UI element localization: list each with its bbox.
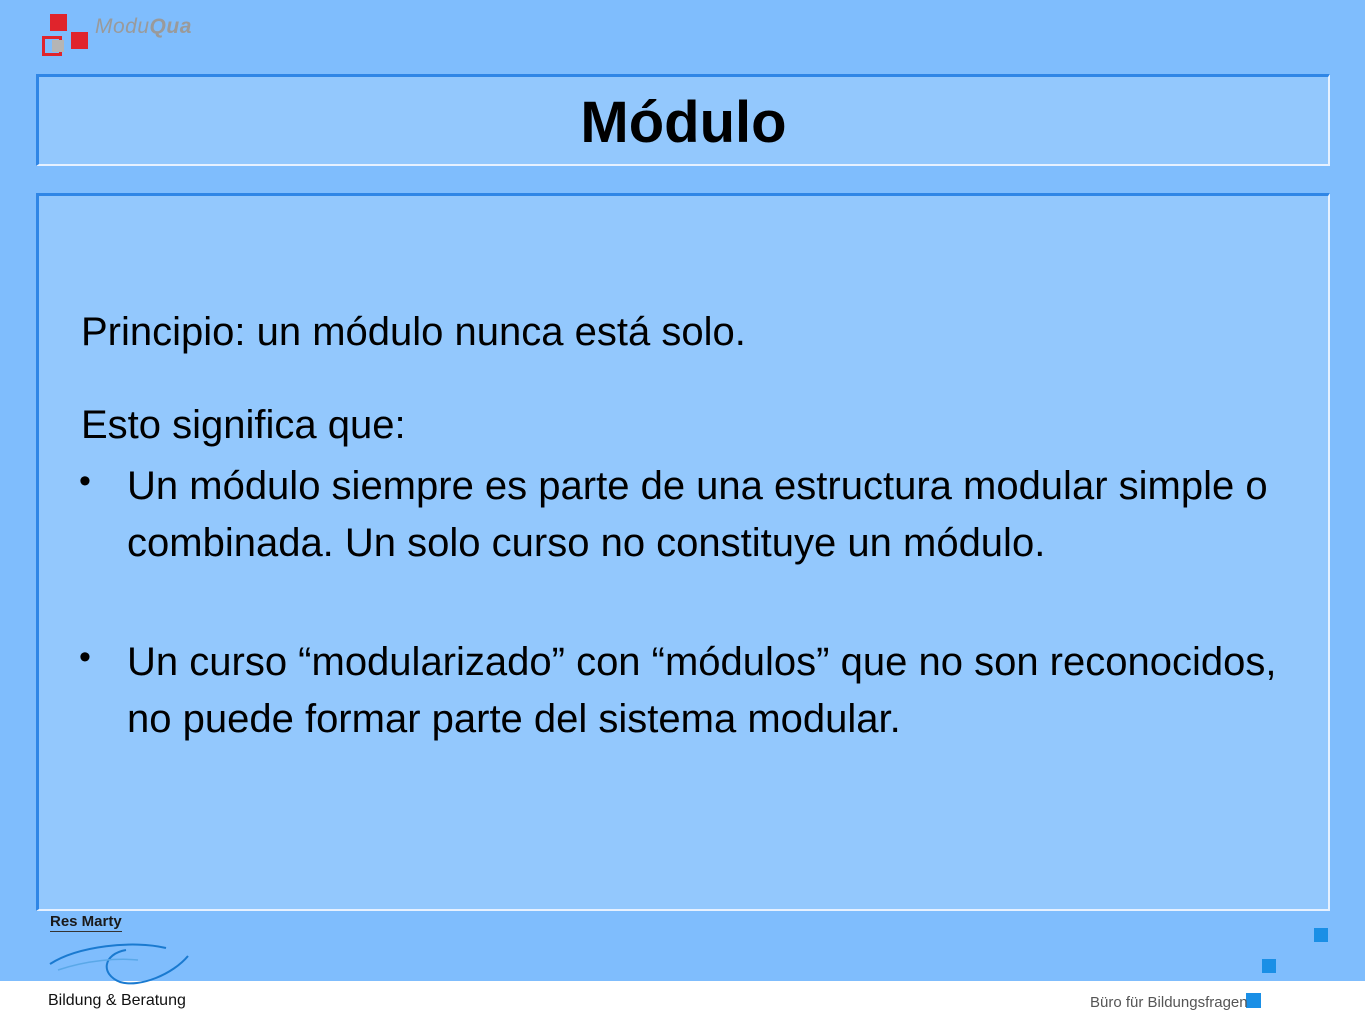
decor-square-icon xyxy=(1314,928,1328,942)
bullet-icon: • xyxy=(79,462,91,500)
decor-square-icon xyxy=(1262,959,1276,973)
title-panel xyxy=(36,74,1330,166)
swoosh-logo-icon xyxy=(48,934,193,989)
brand-name: Res Marty xyxy=(50,913,122,930)
bullet-icon: • xyxy=(79,638,91,676)
moduqua-logo xyxy=(38,12,218,67)
brand-tagline: Bildung & Beratung xyxy=(48,992,186,1009)
logo-square-icon xyxy=(71,32,88,49)
content-panel xyxy=(36,193,1330,911)
logo-text-light: Modu xyxy=(95,15,150,38)
logo-square-icon xyxy=(50,14,67,31)
intro-text: Esto significa que: xyxy=(81,403,406,447)
logo-text-bold: Qua xyxy=(149,15,192,38)
bullet-item xyxy=(79,458,1299,572)
bullet-text: Un módulo siempre es parte de una estructura modular simple o combinada. Un solo curso no constituye un módulo. xyxy=(127,464,1268,565)
res-marty-logo xyxy=(48,912,198,1017)
logo-grey-square-icon xyxy=(52,40,64,52)
decor-square-icon xyxy=(1246,993,1261,1008)
bullet-item xyxy=(79,634,1299,748)
logo-text xyxy=(95,15,192,39)
bullet-text: Un curso “modularizado” con “módulos” que no son reconocidos, no puede formar parte del sistema modular. xyxy=(127,640,1277,741)
principle-text: Principio: un módulo nunca está solo. xyxy=(81,310,746,354)
slide-title: Módulo xyxy=(580,90,787,155)
footer-right-text: Büro für Bildungsfragen xyxy=(1090,994,1248,1011)
